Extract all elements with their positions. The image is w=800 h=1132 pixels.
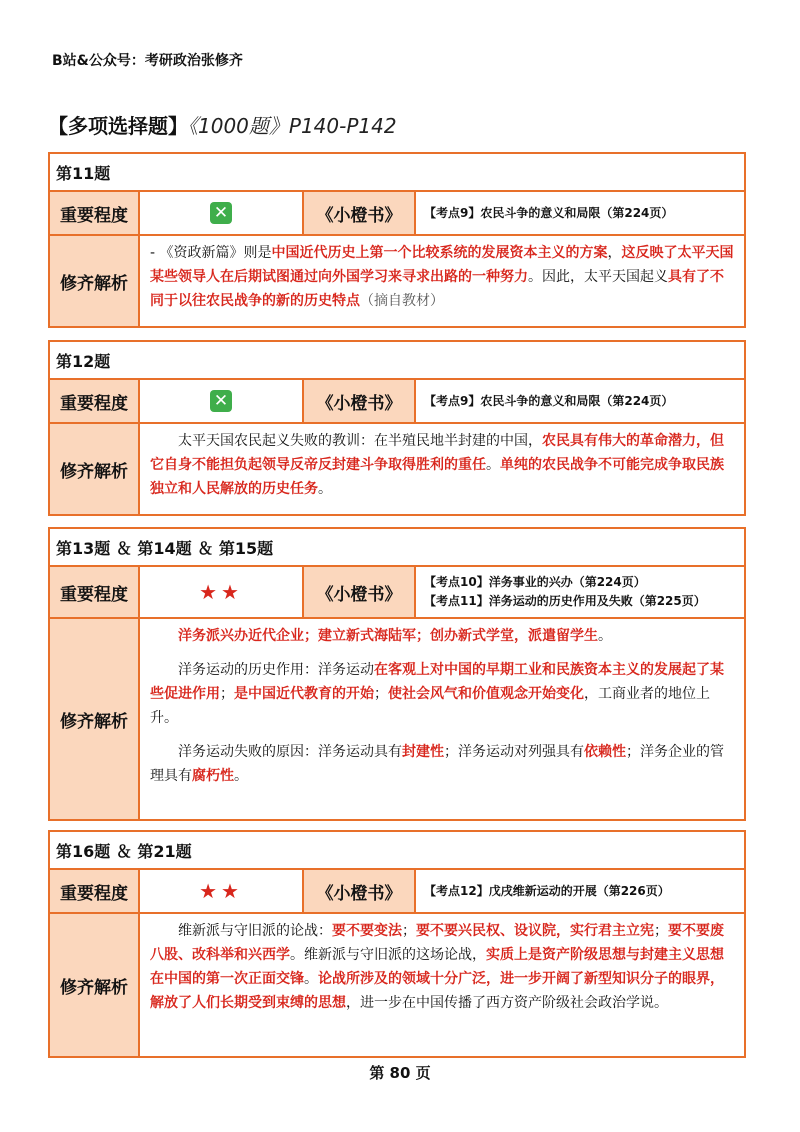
analysis-label: 修齐解析 (50, 236, 140, 326)
analysis-text (140, 914, 744, 1056)
importance-value (140, 192, 304, 234)
importance-label: 重要程度 (50, 192, 140, 234)
body-text: 。 (234, 768, 248, 784)
question-card-13-15 (48, 527, 746, 821)
body-text: 。维新派与守旧派的这场论战， (290, 947, 486, 963)
body-text: ；洋务运动对列强具有 (444, 744, 584, 760)
question-card-12 (48, 340, 746, 516)
emphasis-text: 腐朽性 (192, 768, 234, 784)
importance-value (140, 567, 304, 617)
emphasis-text: 这反映了太平天国某些领导人在后期试图通过向外国学习来寻求出路的一种努力 (150, 245, 734, 285)
keypoint-list (416, 192, 744, 234)
analysis-text (140, 619, 744, 819)
body-text: 。因此，太平天国起义 (528, 269, 668, 285)
keypoint: 【考点12】戊戌维新运动的开展（第226页） (424, 883, 670, 898)
section-title (48, 110, 397, 139)
keypoint-list (416, 870, 744, 912)
question-title: 第16题 ＆ 第21题 (50, 832, 744, 870)
importance-label: 重要程度 (50, 567, 140, 617)
body-text: 。 (318, 481, 332, 497)
body-text: ，进一步在中国传播了西方资产阶级社会政治学说。 (346, 995, 668, 1011)
question-card-11 (48, 152, 746, 328)
question-title: 第11题 (50, 154, 744, 192)
body-text: ， (607, 245, 622, 261)
analysis-paragraph (150, 624, 734, 648)
body-text: - 《资政新篇》则是 (150, 245, 272, 261)
body-text: （摘自教材） (360, 293, 444, 309)
body-text: ；洋务企业的管理具有 (150, 744, 724, 784)
body-text: 。 (598, 628, 612, 644)
keypoint: 【考点9】农民斗争的意义和局限（第224页） (424, 393, 674, 408)
emphasis-text: 中国近代历史上第一个比较系统的发展资本主义的方案 (271, 245, 608, 261)
emphasis-text: 在客观上对中国的早期工业和民族资本主义的发展起了某些促进作用 (150, 662, 724, 702)
analysis-label: 修齐解析 (50, 424, 140, 514)
body-text: 洋务运动失败的原因：洋务运动具有 (178, 744, 402, 760)
emphasis-text: 依赖性 (584, 744, 626, 760)
importance-value (140, 380, 304, 422)
cross-mark-icon: ✕ (210, 202, 232, 224)
body-text: ，工商业者的地位上升。 (150, 686, 710, 726)
body-text: 太平天国农民起义失败的教训：在半殖民地半封建的中国， (178, 433, 542, 449)
analysis-row (50, 236, 744, 326)
body-text: ； (654, 923, 668, 939)
analysis-text (140, 424, 744, 514)
body-text: ； (374, 686, 388, 702)
emphasis-text: 论战所涉及的领域十分广泛，进一步开阔了新型知识分子的眼界，解放了人们长期受到束缚的思想 (150, 971, 724, 1011)
importance-row (50, 192, 744, 236)
star-rating-icon: ★★ (199, 580, 243, 604)
importance-value (140, 870, 304, 912)
book-label: 《小橙书》 (304, 192, 416, 234)
keypoint: 【考点11】洋务运动的历史作用及失败（第225页） (424, 594, 706, 608)
emphasis-text: 封建性 (402, 744, 444, 760)
emphasis-text: 要不要废八股、改科举和兴西学 (150, 923, 724, 963)
page-number: 第 80 页 (369, 1064, 431, 1082)
book-label: 《小橙书》 (304, 870, 416, 912)
keypoint: 【考点10】洋务事业的兴办（第224页） (424, 575, 646, 589)
emphasis-text: 实质上是资产阶级思想与封建主义思想在中国的第一次正面交锋 (150, 947, 724, 987)
body-text: 洋务运动的历史作用：洋务运动 (178, 662, 374, 678)
emphasis-text: 农民具有伟大的革命潜力，但它自身不能担负起领导反帝反封建斗争取得胜利的重任 (150, 433, 724, 473)
emphasis-text: 要不要兴民权、设议院，实行君主立宪 (416, 923, 654, 939)
emphasis-text: 洋务派兴办近代企业；建立新式海陆军；创办新式学堂，派遣留学生 (178, 628, 598, 644)
analysis-label: 修齐解析 (50, 619, 140, 819)
analysis-row (50, 424, 744, 514)
emphasis-text: 单纯的农民战争不可能完成争取民族独立和人民解放的历史任务 (150, 457, 724, 497)
question-title: 第12题 (50, 342, 744, 380)
emphasis-text: 要不要变法 (332, 923, 402, 939)
analysis-paragraph (150, 241, 734, 313)
question-card-16-21 (48, 830, 746, 1058)
analysis-label: 修齐解析 (50, 914, 140, 1056)
keypoint-list (416, 567, 744, 617)
importance-row (50, 567, 744, 619)
analysis-row (50, 619, 744, 819)
analysis-paragraph (150, 429, 734, 501)
keypoint: 【考点9】农民斗争的意义和局限（第224页） (424, 205, 674, 220)
importance-row (50, 870, 744, 914)
header-source: B站&公众号：考研政治张修齐 (52, 53, 243, 69)
importance-row (50, 380, 744, 424)
emphasis-text: 使社会风气和价值观念开始变化 (388, 686, 584, 702)
analysis-paragraph (150, 919, 734, 1015)
importance-label: 重要程度 (50, 870, 140, 912)
analysis-paragraph (150, 658, 734, 730)
section-type: 【多项选择题】 (48, 114, 188, 138)
body-text: ； (220, 686, 234, 702)
star-rating-icon: ★★ (199, 879, 243, 903)
book-label: 《小橙书》 (304, 380, 416, 422)
analysis-row (50, 914, 744, 1056)
cross-mark-icon: ✕ (210, 390, 232, 412)
body-text: 。 (304, 971, 318, 987)
body-text: ； (402, 923, 416, 939)
importance-label: 重要程度 (50, 380, 140, 422)
section-pages: 《1000题》P140-P142 (188, 114, 397, 138)
book-label: 《小橙书》 (304, 567, 416, 617)
analysis-text (140, 236, 744, 326)
emphasis-text: 是中国近代教育的开始 (234, 686, 374, 702)
body-text: 维新派与守旧派的论战： (178, 923, 332, 939)
body-text: 。 (486, 457, 500, 473)
question-title: 第13题 ＆ 第14题 ＆ 第15题 (50, 529, 744, 567)
analysis-paragraph (150, 740, 734, 788)
emphasis-text: 具有了不同于以往农民战争的新的历史特点 (150, 269, 724, 309)
keypoint-list (416, 380, 744, 422)
